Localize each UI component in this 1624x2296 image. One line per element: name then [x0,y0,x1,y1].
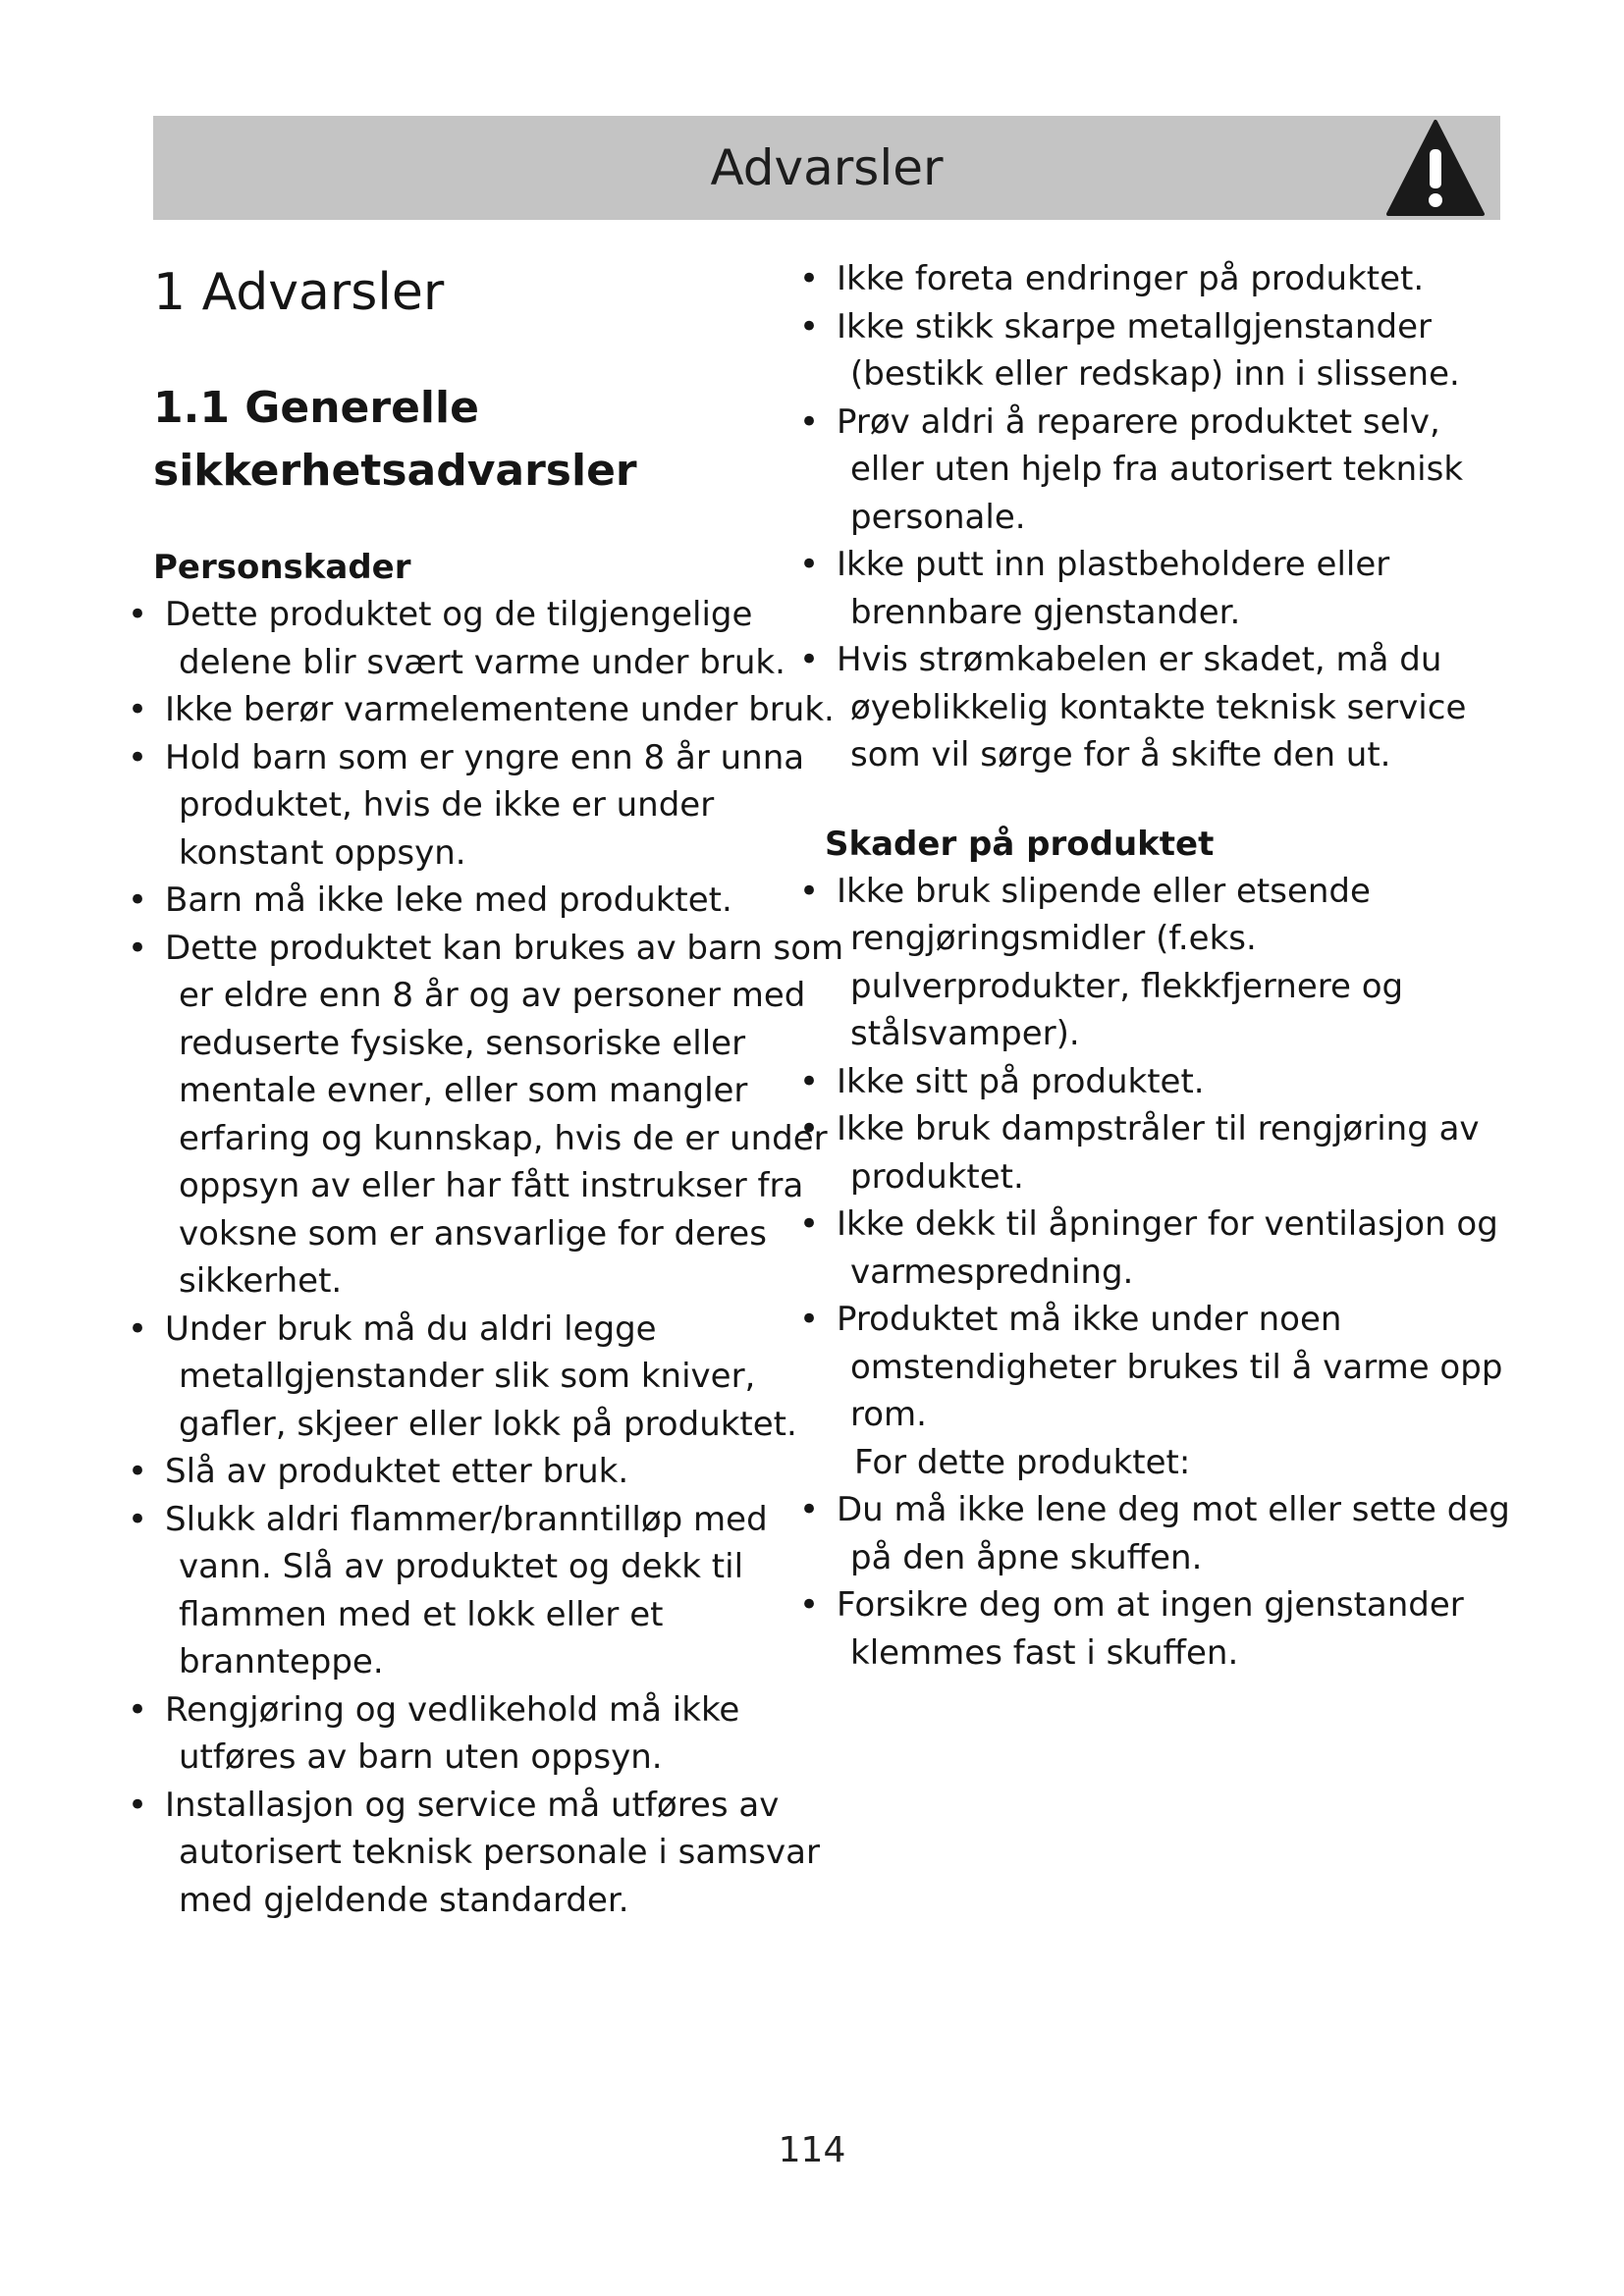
list-item: • Prøv aldri å reparere produktet selv, eller uten hjelp fra autorisert teknisk personale. [825,399,1512,542]
list-item: • Dette produktet og de tilgjengelige delene blir svært varme under bruk. [153,591,860,686]
list-item: • Ikke stikk skarpe metallgjenstander (bestikk eller redskap) inn i slissene. [825,303,1512,399]
product-note: For dette produktet: [854,1442,1191,1482]
list-item: • Installasjon og service må utføres av autorisert teknisk personale i samsvar med gjeldende standarder. [153,1782,860,1925]
chapter-title: 1 Advarsler [153,263,445,322]
header-title: Advarsler [710,139,944,196]
list-item: • Ikke berør varmelementene under bruk. [153,686,860,734]
product-damage-list [825,868,1512,1439]
section-title [153,377,860,503]
list-item: • Ikke foreta endringer på produktet. [825,255,1512,303]
general-warnings-list [825,255,1512,779]
subsection-skader-pa-produktet: Skader på produktet [825,824,1215,864]
list-item: • Ikke bruk slipende eller etsende rengjøringsmidler (f.eks. pulverprodukter, flekkfjernere og stålsvamper). [825,868,1512,1058]
list-item: • Rengjøring og vedlikehold må ikke utføres av barn uten oppsyn. [153,1686,860,1782]
warning-triangle-icon [1384,118,1487,218]
subsection-personskader: Personskader [153,548,411,587]
right-column [825,255,1512,1677]
page-header [153,116,1500,220]
list-item: • Barn må ikke leke med produktet. [153,877,860,925]
list-item: • Hold barn som er yngre enn 8 år unna produktet, hvis de ikke er under konstant oppsyn. [153,734,860,878]
list-item: • Produktet må ikke under noen omstendigheter brukes til å varme opp rom. [825,1296,1512,1439]
list-item: • Ikke dekk til åpninger for ventilasjon og varmespredning. [825,1201,1512,1296]
list-item: • Slukk aldri flammer/branntilløp med vann. Slå av produktet og dekk til flammen med et lokk eller et brannteppe. [153,1496,860,1686]
personskader-list [153,591,860,1924]
list-item: • Forsikre deg om at ingen gjenstander klemmes fast i skuffen. [825,1581,1512,1677]
list-item: • Ikke sitt på produktet. [825,1058,1512,1106]
list-item: • Dette produktet kan brukes av barn som er eldre enn 8 år og av personer med reduserte fysiske, sensoriske eller mentale evner, eller som mangler erfaring og kunnskap, hvis de er under oppsyn av eller har fått instrukser fra voksne som er ansvarlige for deres sikkerhet. [153,925,860,1306]
product-note-list [825,1486,1512,1677]
page-number: 114 [778,2130,846,2170]
list-item: • Ikke putt inn plastbeholdere eller brennbare gjenstander. [825,541,1512,636]
list-item: • Under bruk må du aldri legge metallgjenstander slik som kniver, gafler, skjeer eller lokk på produktet. [153,1306,860,1449]
section-title-text: 1.1 Generelle sikkerhetsadvarsler [153,383,637,496]
list-item: • Ikke bruk dampstråler til rengjøring av produktet. [825,1105,1512,1201]
list-item: • Du må ikke lene deg mot eller sette deg på den åpne skuffen. [825,1486,1512,1581]
left-column [153,255,860,1924]
list-item: • Hvis strømkabelen er skadet, må du øyeblikkelig kontakte teknisk service som vil sørge for å skifte den ut. [825,636,1512,779]
list-item: • Slå av produktet etter bruk. [153,1448,860,1496]
